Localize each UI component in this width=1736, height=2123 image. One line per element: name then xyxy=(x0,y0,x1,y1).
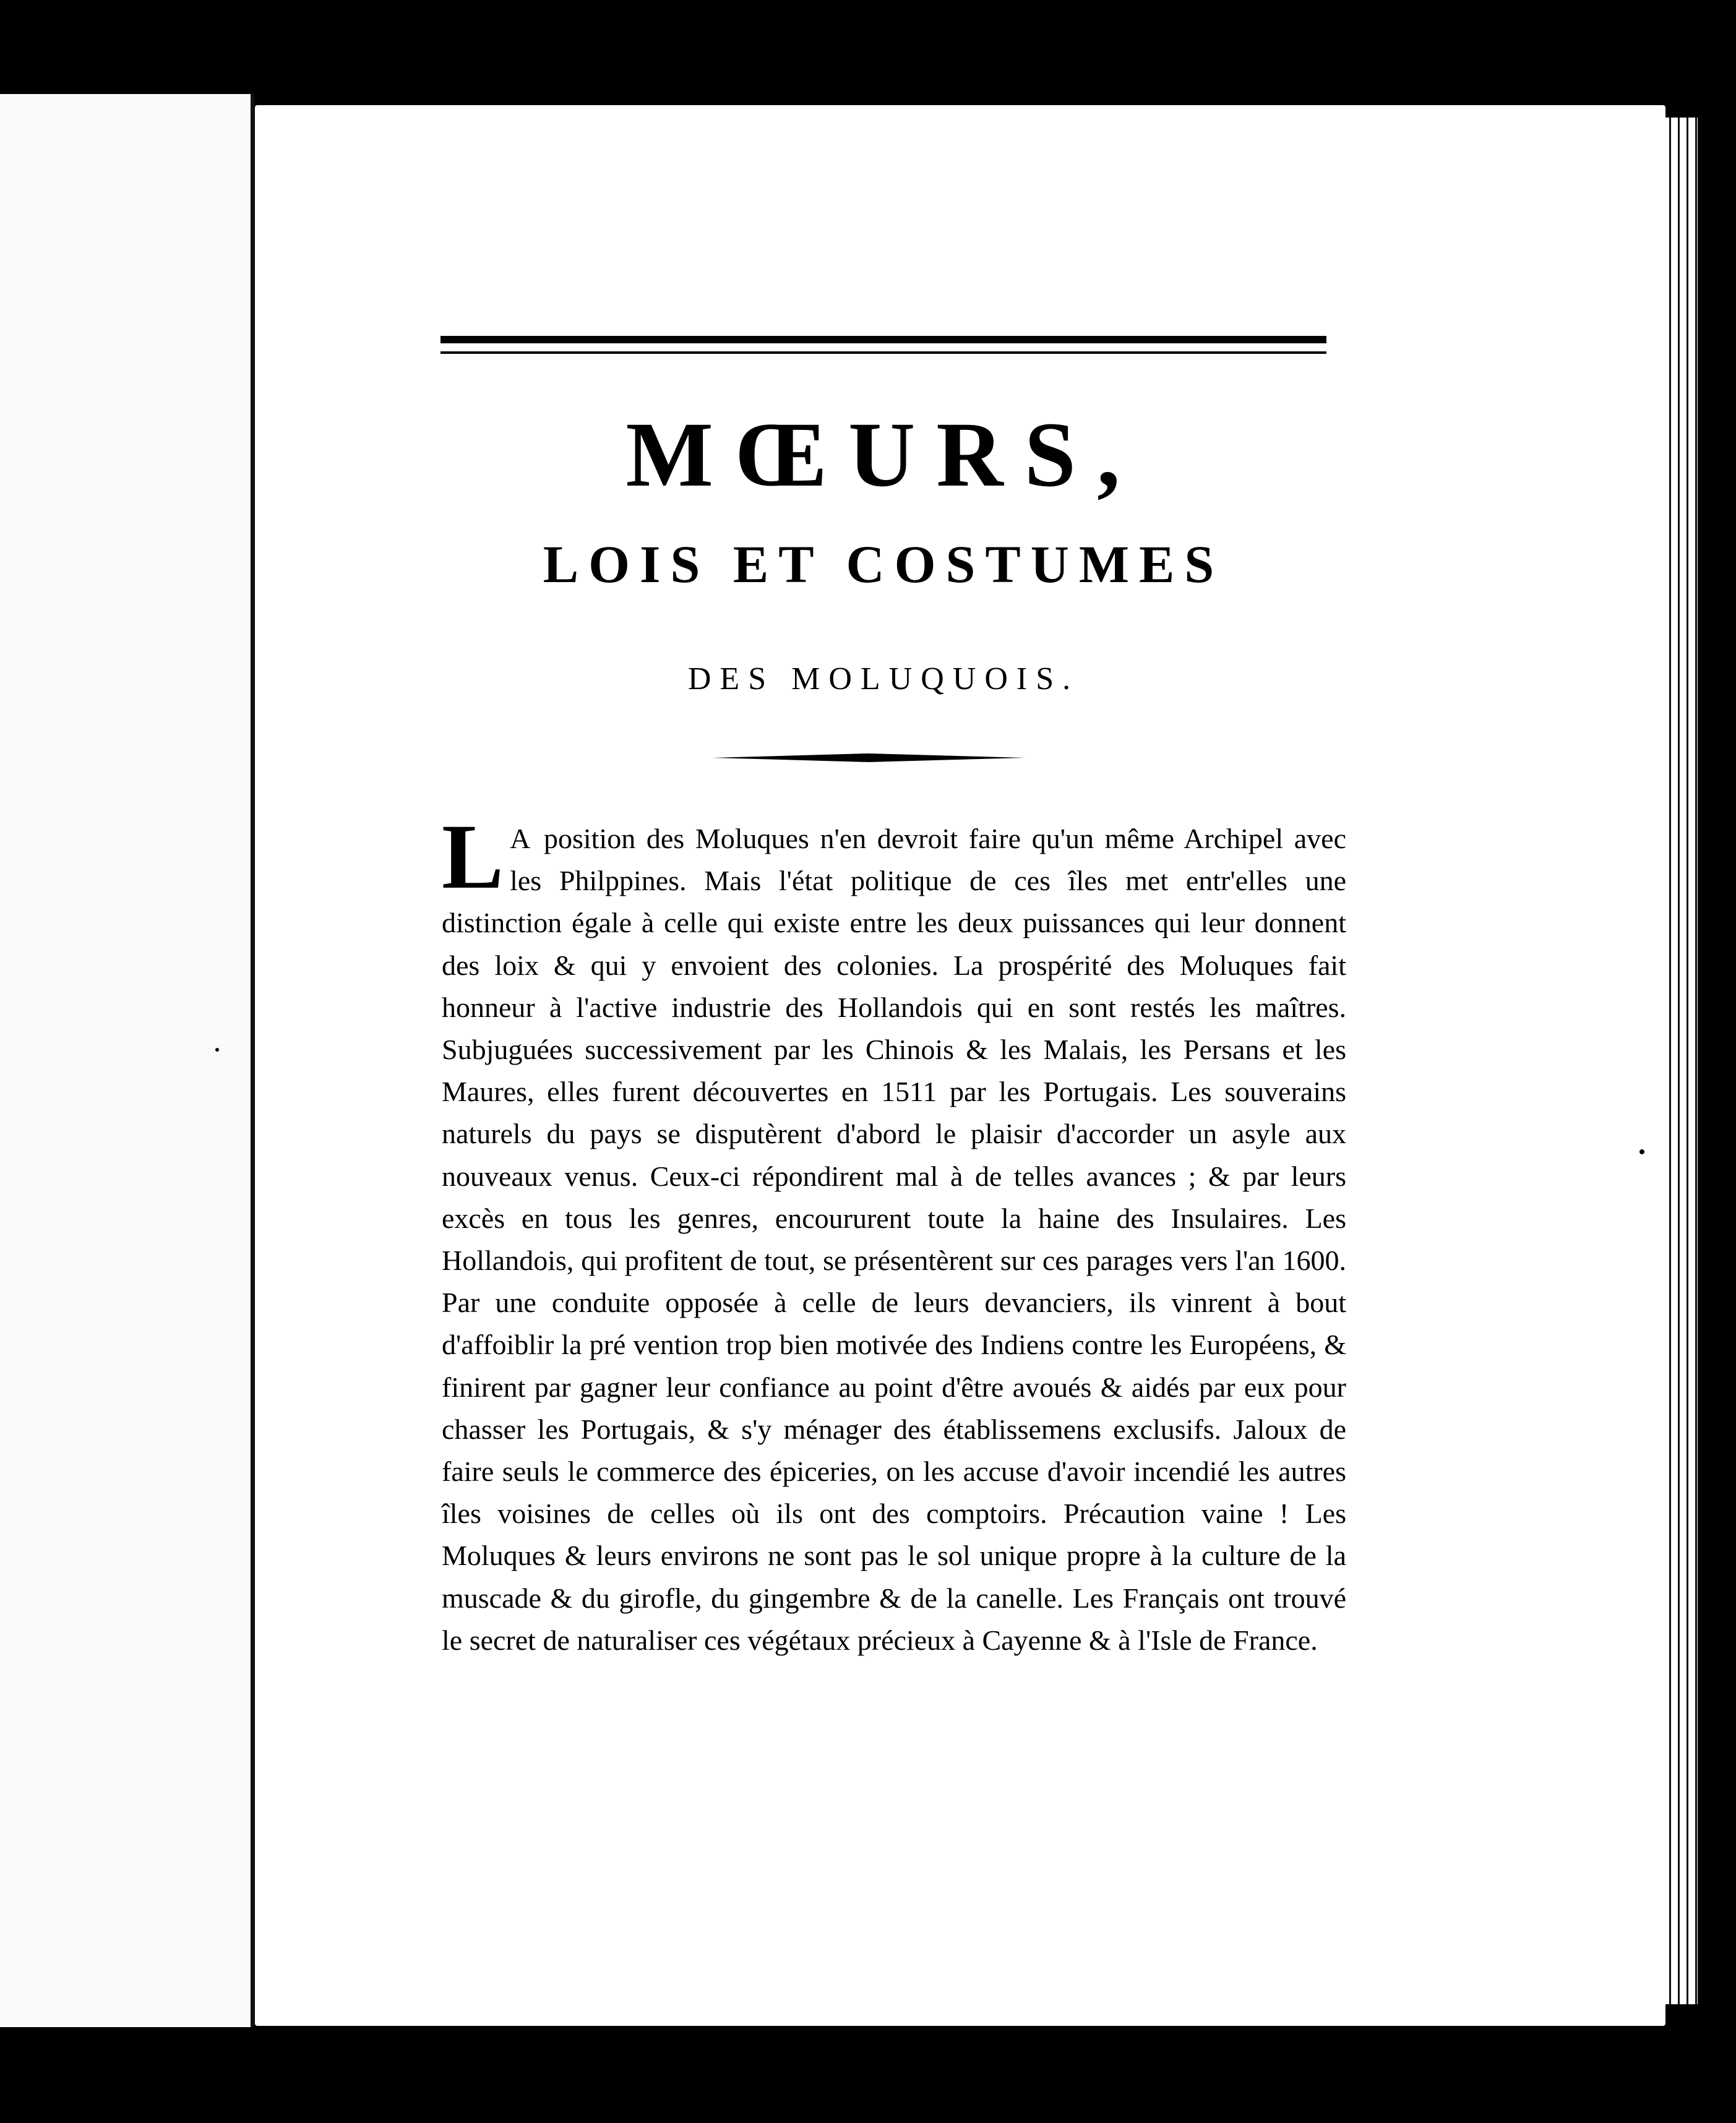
scan-speck xyxy=(1230,84,1235,89)
facing-page xyxy=(0,94,254,2027)
page-edges xyxy=(1665,118,1698,2004)
chapter-small-title: DES MOLUQUOIS. xyxy=(687,661,1080,697)
top-rule xyxy=(440,336,1326,343)
body-paragraph xyxy=(442,805,1346,1662)
chapter-title: MŒURS, xyxy=(625,403,1141,506)
paragraph-text: position des Moluques n'en devroit faire qu'un même Archipel avec les Philppines. Mais l'état politique de ces îles met entr'elles une distinction égale à celle qui existe entre les deux puissances qui leur donnent des loix & qui y envoient des colonies. La prospérité des Moluques fait honneur à l'active industrie des Hollandois qui en sont restés les maîtres. Subjuguées successivement par les Chinois & les Malais, les Persans et les Maures, elles furent découvertes en 1511 par les Portugais. Les souverains naturels du pays se disputèrent d'abord le plaisir d'accorder un asyle aux nouveaux venus. Ceux-ci répondirent mal à de telles avances ; & par leurs excès en tous les genres, encoururent toute la haine des Insulaires. Les Hollandois, qui profitent de tout, se présentèrent sur ces parages vers l'an 1600. Par une conduite opposée à celle de leurs devanciers, ils vinrent à bout d'affoiblir la pré vention trop bien motivée des Indiens contre les Européens, & finirent par gagner leur confiance au point d'être avoués & aidés par eux pour chasser les Portugais, & s'y ménager des établissemens exclusifs. Jaloux de faire seuls le commerce des épiceries, on les accuse d'avoir incendié les autres îles voisines de celles où ils ont des comptoirs. Précaution vaine ! Les Moluques & leurs environs ne sont pas le sol unique propre à la culture de la muscade & du girofle, du gingembre & de la canelle. Les Français ont trouvé le secret de naturaliser ces végétaux précieux à Cayenne & à l'Isle de France. xyxy=(442,823,1346,1656)
ornamental-rule xyxy=(713,753,1025,762)
chapter-subtitle: LOIS ET COSTUMES xyxy=(543,534,1224,594)
drop-cap: L xyxy=(442,805,504,908)
scan-speck xyxy=(1639,1149,1644,1154)
drop-cap-tail: A xyxy=(510,823,533,854)
scan-speck xyxy=(215,1048,219,1052)
top-rule-thin xyxy=(440,351,1326,354)
